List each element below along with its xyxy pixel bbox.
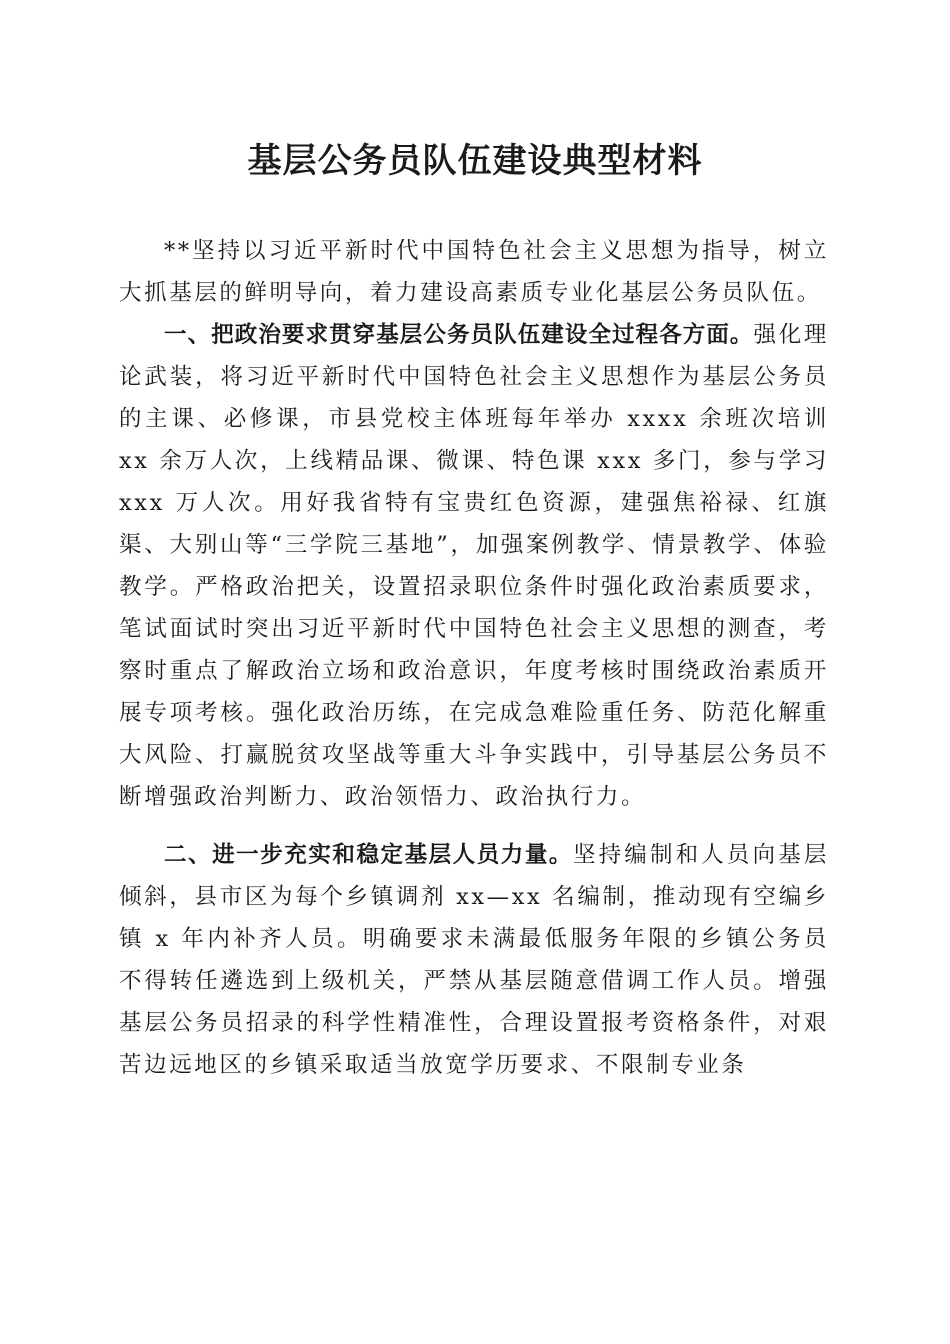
section-two-paragraph <box>119 834 829 1086</box>
section-one-heading: 一、把政治要求贯穿基层公务员队伍建设全过程各方面。 <box>164 322 754 348</box>
section-one-paragraph <box>119 314 829 818</box>
section-two-text: 坚持编制和人员向基层倾斜，县市区为每个乡镇调剂 xx—xx 名编制，推动现有空编乡镇 x 年内补齐人员。明确要求未满最低服务年限的乡镇公务员不得转任遴选到上级机关，严禁从基层随意借调工作人员。增强基层公务员招录的科学性精准性，合理设置报考资格条件，对艰苦边远地区的乡镇采取适当放宽学历要求、不限制专业条 <box>119 842 829 1078</box>
intro-paragraph <box>119 230 829 314</box>
document-body <box>119 230 829 1086</box>
document-title: 基层公务员队伍建设典型材料 <box>247 141 703 181</box>
intro-text: **坚持以习近平新时代中国特色社会主义思想为指导，树立大抓基层的鲜明导向，着力建设高素质专业化基层公务员队伍。 <box>119 238 829 306</box>
section-one-text: 强化理论武装，将习近平新时代中国特色社会主义思想作为基层公务员的主课、必修课，市县党校主体班每年举办 xxxx 余班次培训 xx 余万人次，上线精品课、微课、特色课 xxx 多门，参与学习 xxx 万人次。用好我省特有宝贵红色资源，建强焦裕禄、红旗渠、大别山等“三学院三基地”，加强案例教学、情景教学、体验教学。严格政治把关，设置招录职位条件时强化政治素质要求，笔试面试时突出习近平新时代中国特色社会主义思想的测查，考察时重点了解政治立场和政治意识，年度考核时围绕政治素质开展专项考核。强化政治历练，在完成急难险重任务、防范化解重大风险、打赢脱贫攻坚战等重大斗争实践中，引导基层公务员不断增强政治判断力、政治领悟力、政治执行力。 <box>119 322 829 810</box>
section-two-heading: 二、进一步充实和稳定基层人员力量。 <box>164 842 573 868</box>
